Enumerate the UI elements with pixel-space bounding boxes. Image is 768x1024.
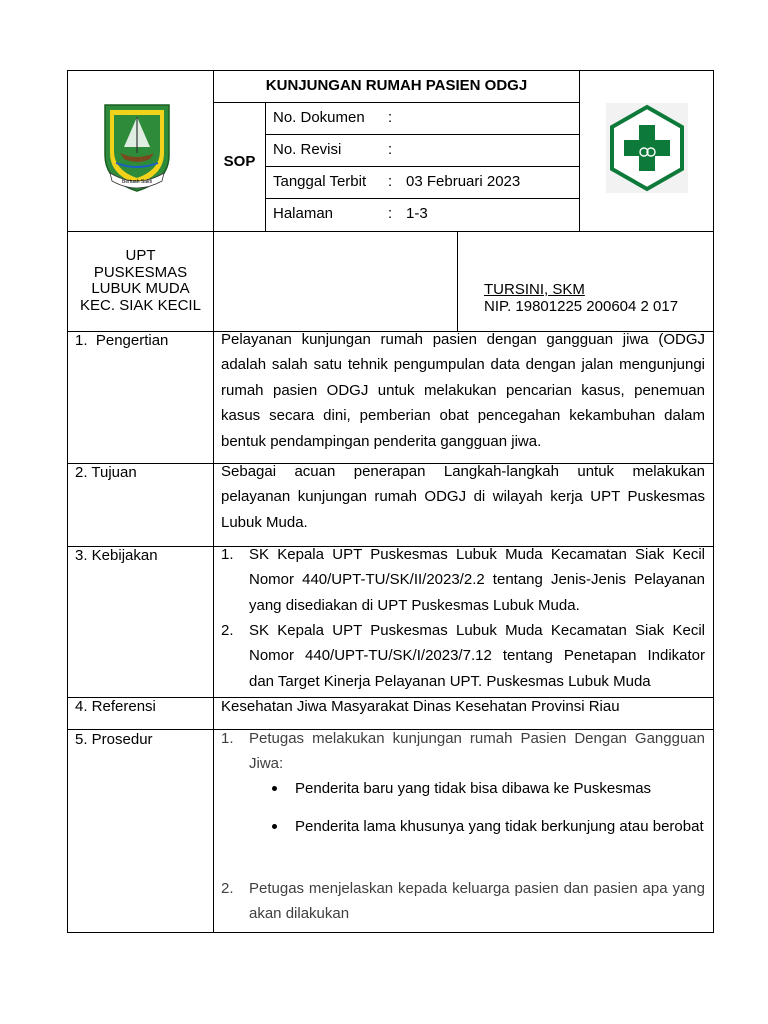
kebijakan-item-2-text: SK Kepala UPT Puskesmas Lubuk Muda Kecamatan Siak Kecil Nomor 440/UPT-TU/SK/I/2023/7.12 tentang Penetapan Indikator dan Target Kinerja Pelayanan UPT. Puskesmas Lubuk Muda <box>249 622 705 690</box>
prosedur-bullet-1: Penderita baru yang tidak bisa dibawa ke Puskesmas <box>295 780 652 797</box>
riau-province-crest-icon <box>102 103 172 193</box>
kebijakan-item-1-text: SK Kepala UPT Puskesmas Lubuk Muda Kecamatan Siak Kecil Nomor 440/UPT-TU/SK/II/2023/2.2 tentang Jenis-Jenis Pelayanan yang disediakan di UPT Puskesmas Lubuk Muda. <box>249 546 705 614</box>
field-halaman-value: 1-3 <box>406 205 428 222</box>
divider <box>213 231 214 932</box>
table-border-left <box>67 70 68 933</box>
divider <box>213 102 580 103</box>
org-line-4: KEC. SIAK KECIL <box>80 296 201 314</box>
org-line-2: PUSKESMAS <box>93 263 188 281</box>
divider <box>265 134 580 135</box>
section-tujuan-label: 2. Tujuan <box>75 464 137 481</box>
section-kebijakan-label: 3. Kebijakan <box>75 547 158 564</box>
divider <box>213 70 214 231</box>
section-prosedur-label: 5. Prosedur <box>75 731 153 748</box>
puskesmas-logo-icon <box>606 103 688 193</box>
prosedur-step-2-text: Petugas menjelaskan kepada keluarga pasien dan pasien apa yang akan dilakukan <box>249 880 705 923</box>
table-border-bottom <box>67 932 714 933</box>
divider <box>579 70 580 231</box>
prosedur-step-1-num: 1. <box>221 730 234 747</box>
kebijakan-item-2-num: 2. <box>221 622 234 639</box>
divider <box>457 231 458 331</box>
right-logo <box>606 103 688 193</box>
kebijakan-item-1-num: 1. <box>221 546 234 563</box>
prosedur-bullet-2: Penderita lama khusunya yang tidak berkunjung atau berobat <box>295 818 704 835</box>
field-tanggal-terbit-value: 03 Februari 2023 <box>406 173 521 190</box>
sop-label: SOP <box>223 153 256 170</box>
org-line-3: LUBUK MUDA <box>91 280 190 297</box>
section-pengertian-label: 1. Pengertian <box>75 332 169 349</box>
divider <box>265 198 580 199</box>
left-logo <box>102 103 172 193</box>
divider <box>67 231 714 232</box>
divider <box>265 166 580 167</box>
section-pengertian-text: Pelayanan kunjungan rumah pasien dengan gangguan jiwa (ODGJ adalah salah satu tehnik pengumpulan data dengan jalan mengunjungi rumah pasien ODGJ untuk melakukan pencarian kasus, penemuan kasus secara dini, pemberian obat pencegahan kekambuhan dalam bentuk pendampingan penderita gangguan jiwa. <box>221 331 705 450</box>
crest-motto: Bertuah Sakti <box>121 179 153 185</box>
field-tanggal-terbit-sep: : <box>388 173 393 190</box>
prosedur-step-2-num: 2. <box>221 880 234 897</box>
section-referensi-text: Kesehatan Jiwa Masyarakat Dinas Kesehatan Provinsi Riau <box>221 698 620 715</box>
field-halaman-sep: : <box>388 205 393 222</box>
signer-name: TURSINI, SKM <box>484 281 585 298</box>
bullet-icon <box>272 824 277 829</box>
org-line-1: UPT <box>125 247 156 264</box>
org-name <box>68 248 213 314</box>
field-no-revisi-sep: : <box>388 141 393 158</box>
field-no-dokumen-sep: : <box>388 109 393 126</box>
table-border-top <box>67 70 714 71</box>
field-no-dokumen-label: No. Dokumen <box>273 109 365 126</box>
bullet-icon <box>272 786 277 791</box>
section-referensi-label: 4. Referensi <box>75 698 156 715</box>
prosedur-step-1-text: Petugas melakukan kunjungan rumah Pasien Dengan Gangguan Jiwa: <box>249 730 705 773</box>
field-no-revisi-label: No. Revisi <box>273 141 342 158</box>
field-tanggal-terbit-label: Tanggal Terbit <box>273 173 367 190</box>
field-halaman-label: Halaman <box>273 205 334 222</box>
signer-nip: NIP. 19801225 200604 2 017 <box>484 298 679 315</box>
document-title: KUNJUNGAN RUMAH PASIEN ODGJ <box>265 77 528 94</box>
section-tujuan-text: Sebagai acuan penerapan Langkah-langkah untuk melakukan pelayanan kunjungan rumah ODGJ di wilayah kerja UPT Puskesmas Lubuk Muda. <box>221 463 705 531</box>
table-border-right <box>713 70 714 933</box>
